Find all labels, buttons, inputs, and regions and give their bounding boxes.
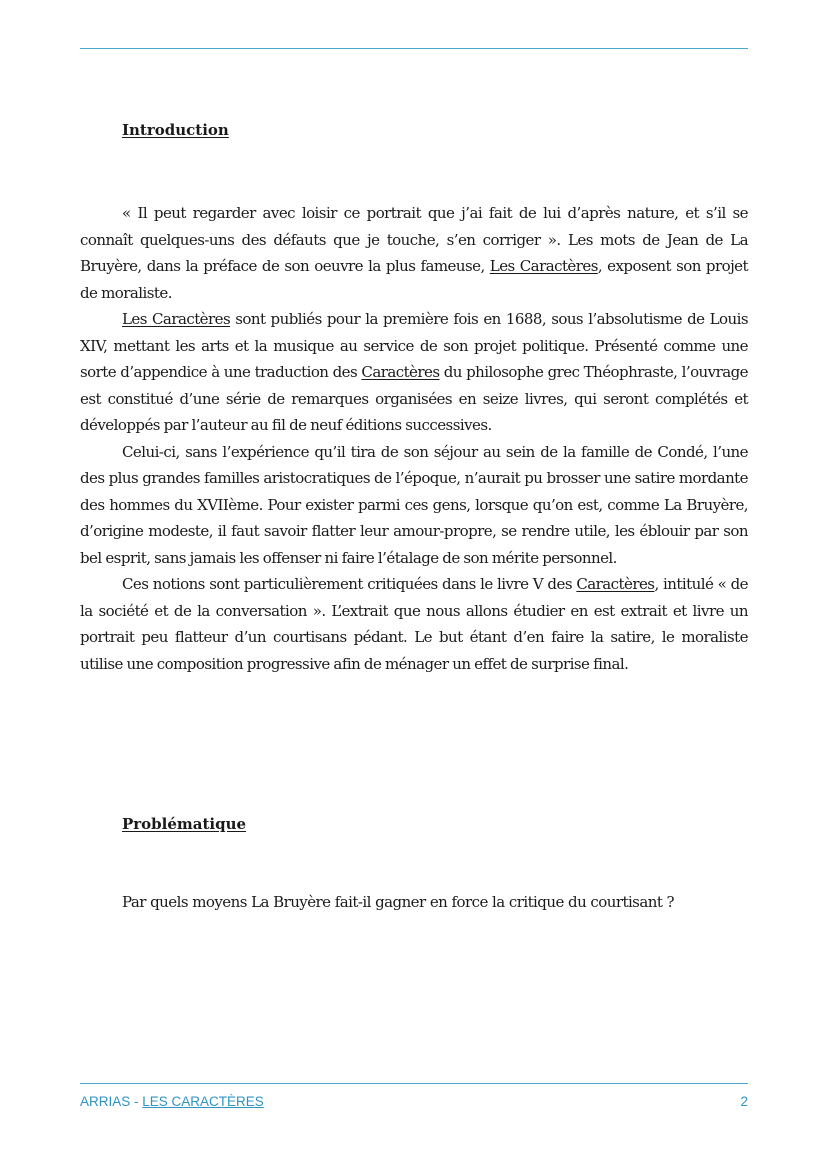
paragraph-text: , intitulé « de la société et de la conversation ». L’extrait que nous allons étudier en est extrait et livre un portrait peu flatteur d’un courtisans pédant. Le but étant d’en faire la satire, le moraliste utilise une composition progressive afin de ménager un effet de surprise final. xyxy=(80,575,749,673)
paragraph-text: « Il peut regarder avec loisir ce portrait que j’ai fait de lui d’après nature, et s’il se connaît quelques-uns des défauts que je touche, s’en corriger ». Les mots de Jean de La Bruyère, dans la préface de son oeuvre la plus fameuse, xyxy=(80,204,748,275)
problem-question: Par quels moyens La Bruyère fait-il gagner en force la critique du courtisant ? xyxy=(122,893,675,911)
paragraph-text: du philosophe grec Théophraste, l’ouvrage est constitué d’une série de remarques organisées en seize livres, qui seront complétés et développés par l’auteur au fil de neuf éditions successives. xyxy=(80,363,748,434)
paragraph-4 xyxy=(80,571,748,677)
paragraph-text: Celui-ci, sans l’expérience qu’il tira de son séjour au sein de la famille de Condé, l’une des plus grandes familles aristocratiques de l’époque, n’aurait pu brosser une satire mordante des hommes du XVIIème. Pour exister parmi ces gens, lorsque qu’on est, comme La Bruyère, d’origine modeste, il faut savoir flatter leur amour-propre, se rendre utile, les éblouir par son bel esprit, sans jamais les offenser ni faire l’étalage de son mérite personnel. xyxy=(80,442,748,567)
paragraph-3 xyxy=(80,439,748,572)
page-footer xyxy=(80,1094,748,1114)
paragraph-text: , exposent son projet de moraliste. xyxy=(80,257,748,302)
work-title: Caractères xyxy=(361,363,440,381)
work-title: Les Caractères xyxy=(489,257,598,275)
header-rule xyxy=(80,48,748,49)
footer-work-title: LES CARACTÈRES xyxy=(142,1094,264,1109)
problem-heading: Problématique xyxy=(122,815,247,833)
paragraph-1 xyxy=(80,200,748,306)
footer-author: ARRIAS - xyxy=(80,1094,143,1109)
paragraph-text: Ces notions sont particulièrement critiquées dans le livre V des xyxy=(122,575,577,593)
paragraph-text: sont publiés pour la première fois en 1688, sous l’absolutisme de Louis XIV, mettant les arts et la musique au service de son projet politique. Présenté comme une sorte d’appendice à une traduction des xyxy=(80,310,748,381)
intro-section xyxy=(80,200,748,677)
page-number: 2 xyxy=(740,1094,748,1109)
work-title: Caractères xyxy=(576,575,655,593)
footer-title xyxy=(80,1094,264,1109)
paragraph-2 xyxy=(80,306,748,439)
intro-heading: Introduction xyxy=(122,121,229,139)
footer-rule xyxy=(80,1083,748,1084)
work-title: Les Caractères xyxy=(122,310,231,328)
